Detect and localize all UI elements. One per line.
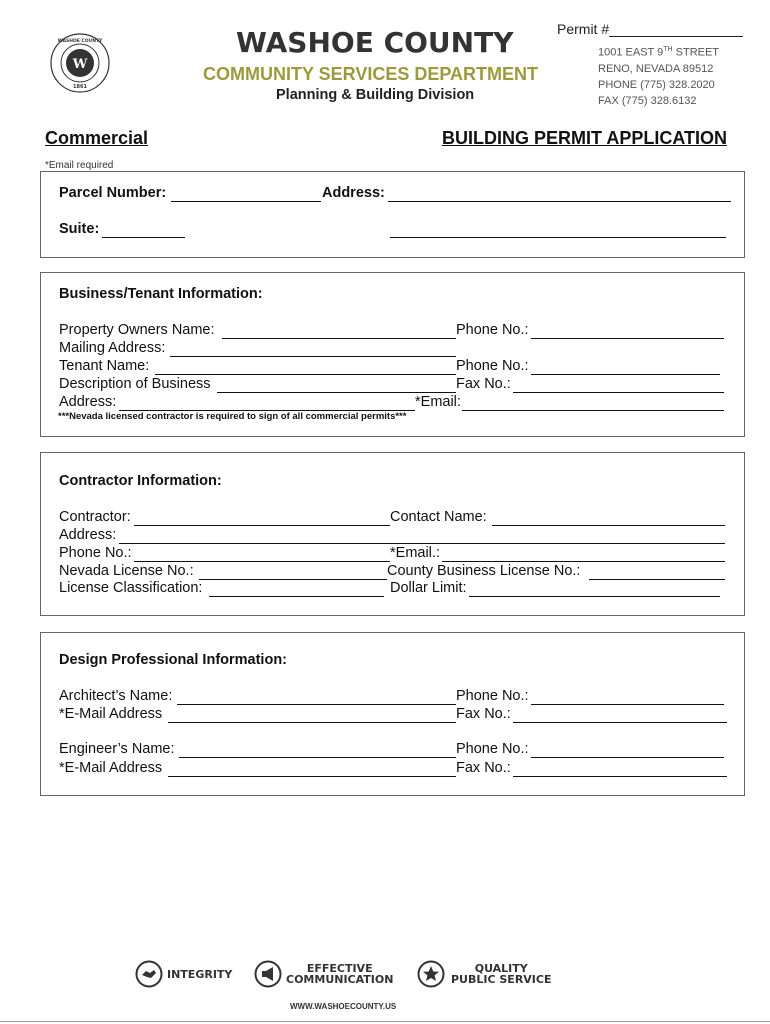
address-line2-field[interactable] bbox=[390, 237, 726, 238]
architect-fax-label: Fax No.: bbox=[456, 706, 511, 722]
tenant-heading: Business/Tenant Information: bbox=[59, 286, 263, 302]
architect-name-label: Architect’s Name: bbox=[59, 688, 173, 704]
division-name: Planning & Building Division bbox=[276, 87, 475, 103]
architect-email-field[interactable] bbox=[168, 722, 456, 723]
address-label: Address: bbox=[322, 185, 385, 201]
tenant-phone-field[interactable] bbox=[531, 374, 720, 375]
office-city: RENO, NEVADA 89512 bbox=[598, 63, 714, 75]
contractor-email-label: *Email.: bbox=[390, 545, 440, 561]
design-heading: Design Professional Information: bbox=[59, 652, 287, 668]
tenant-email-field[interactable] bbox=[462, 410, 724, 411]
tenant-address-label: Address: bbox=[59, 394, 117, 410]
owner-phone-label: Phone No.: bbox=[456, 322, 529, 338]
suite-label: Suite: bbox=[59, 221, 100, 237]
office-fax: FAX (775) 328.6132 bbox=[598, 95, 697, 107]
tenant-name-field[interactable] bbox=[155, 374, 456, 375]
engineer-fax-field[interactable] bbox=[513, 776, 727, 777]
suite-field[interactable] bbox=[102, 237, 185, 238]
county-license-field[interactable] bbox=[589, 579, 725, 580]
mailing-address-label: Mailing Address: bbox=[59, 340, 166, 356]
handshake-icon bbox=[135, 960, 163, 988]
business-description-field[interactable] bbox=[217, 392, 456, 393]
engineer-fax-label: Fax No.: bbox=[456, 760, 511, 776]
tenant-phone-label: Phone No.: bbox=[456, 358, 529, 374]
owner-phone-field[interactable] bbox=[531, 338, 724, 339]
architect-name-field[interactable] bbox=[177, 704, 456, 705]
business-description-label: Description of Business bbox=[59, 376, 211, 392]
contractor-required-note: ***Nevada licensed contractor is required to sign of all commercial permits*** bbox=[58, 411, 407, 422]
mailing-address-field[interactable] bbox=[170, 356, 456, 357]
contractor-field[interactable] bbox=[134, 525, 390, 526]
tenant-email-label: *Email: bbox=[415, 394, 461, 410]
architect-email-label: *E-Mail Address bbox=[59, 706, 163, 722]
dollar-limit-field[interactable] bbox=[469, 596, 720, 597]
contractor-phone-label: Phone No.: bbox=[59, 545, 132, 561]
nv-license-label: Nevada License No.: bbox=[59, 563, 194, 579]
tenant-name-label: Tenant Name: bbox=[59, 358, 150, 374]
architect-phone-label: Phone No.: bbox=[456, 688, 529, 704]
contractor-address-label: Address: bbox=[59, 527, 117, 543]
license-class-field[interactable] bbox=[209, 596, 384, 597]
architect-phone-field[interactable] bbox=[531, 704, 724, 705]
address-field[interactable] bbox=[388, 201, 731, 202]
contractor-email-field[interactable] bbox=[442, 561, 725, 562]
engineer-email-label: *E-Mail Address bbox=[59, 760, 163, 776]
dollar-limit-label: Dollar Limit: bbox=[390, 580, 467, 596]
svg-text:1861: 1861 bbox=[73, 84, 87, 90]
tenant-fax-field[interactable] bbox=[513, 392, 724, 393]
permit-type-label: Commercial bbox=[45, 128, 149, 148]
contact-name-field[interactable] bbox=[492, 525, 725, 526]
property-owner-label: Property Owners Name: bbox=[59, 322, 215, 338]
star-icon bbox=[417, 960, 445, 988]
contact-name-label: Contact Name: bbox=[390, 509, 487, 525]
property-owner-field[interactable] bbox=[222, 338, 456, 339]
tenant-fax-label: Fax No.: bbox=[456, 376, 511, 392]
nv-license-field[interactable] bbox=[199, 579, 387, 580]
svg-text:WASHOE COUNTY: WASHOE COUNTY bbox=[57, 39, 103, 44]
svg-text:W: W bbox=[72, 57, 88, 72]
engineer-name-label: Engineer’s Name: bbox=[59, 741, 175, 757]
form-title: BUILDING PERMIT APPLICATION bbox=[442, 128, 727, 148]
office-phone: PHONE (775) 328.2020 bbox=[598, 79, 715, 91]
footer-communication: EFFECTIVE COMMUNICATION bbox=[254, 960, 393, 988]
parcel-number-label: Parcel Number: bbox=[59, 185, 167, 201]
bottom-divider bbox=[0, 1021, 770, 1022]
engineer-name-field[interactable] bbox=[179, 757, 456, 758]
engineer-phone-label: Phone No.: bbox=[456, 741, 529, 757]
contractor-label: Contractor: bbox=[59, 509, 131, 525]
permit-number-field[interactable] bbox=[609, 36, 743, 37]
email-required-note: *Email required bbox=[45, 160, 114, 171]
website-link[interactable]: WWW.WASHOECOUNTY.US bbox=[290, 1002, 397, 1011]
engineer-phone-field[interactable] bbox=[531, 757, 724, 758]
footer-integrity: INTEGRITY bbox=[135, 960, 232, 988]
department-name: COMMUNITY SERVICES DEPARTMENT bbox=[203, 64, 539, 84]
office-street: 1001 EAST 9TH STREET bbox=[598, 46, 720, 59]
contractor-phone-field[interactable] bbox=[134, 561, 390, 562]
contractor-heading: Contractor Information: bbox=[59, 473, 222, 489]
permit-number-label: Permit # bbox=[557, 21, 610, 37]
footer-public-service: QUALITY PUBLIC SERVICE bbox=[417, 960, 551, 988]
architect-fax-field[interactable] bbox=[513, 722, 727, 723]
license-class-label: License Classification: bbox=[59, 580, 203, 596]
parcel-number-field[interactable] bbox=[171, 201, 321, 202]
engineer-email-field[interactable] bbox=[168, 776, 456, 777]
megaphone-icon bbox=[254, 960, 282, 988]
county-name: WASHOE COUNTY bbox=[236, 26, 514, 59]
contractor-address-field[interactable] bbox=[119, 543, 725, 544]
county-seal-icon bbox=[50, 33, 110, 93]
county-license-label: County Business License No.: bbox=[387, 563, 581, 579]
